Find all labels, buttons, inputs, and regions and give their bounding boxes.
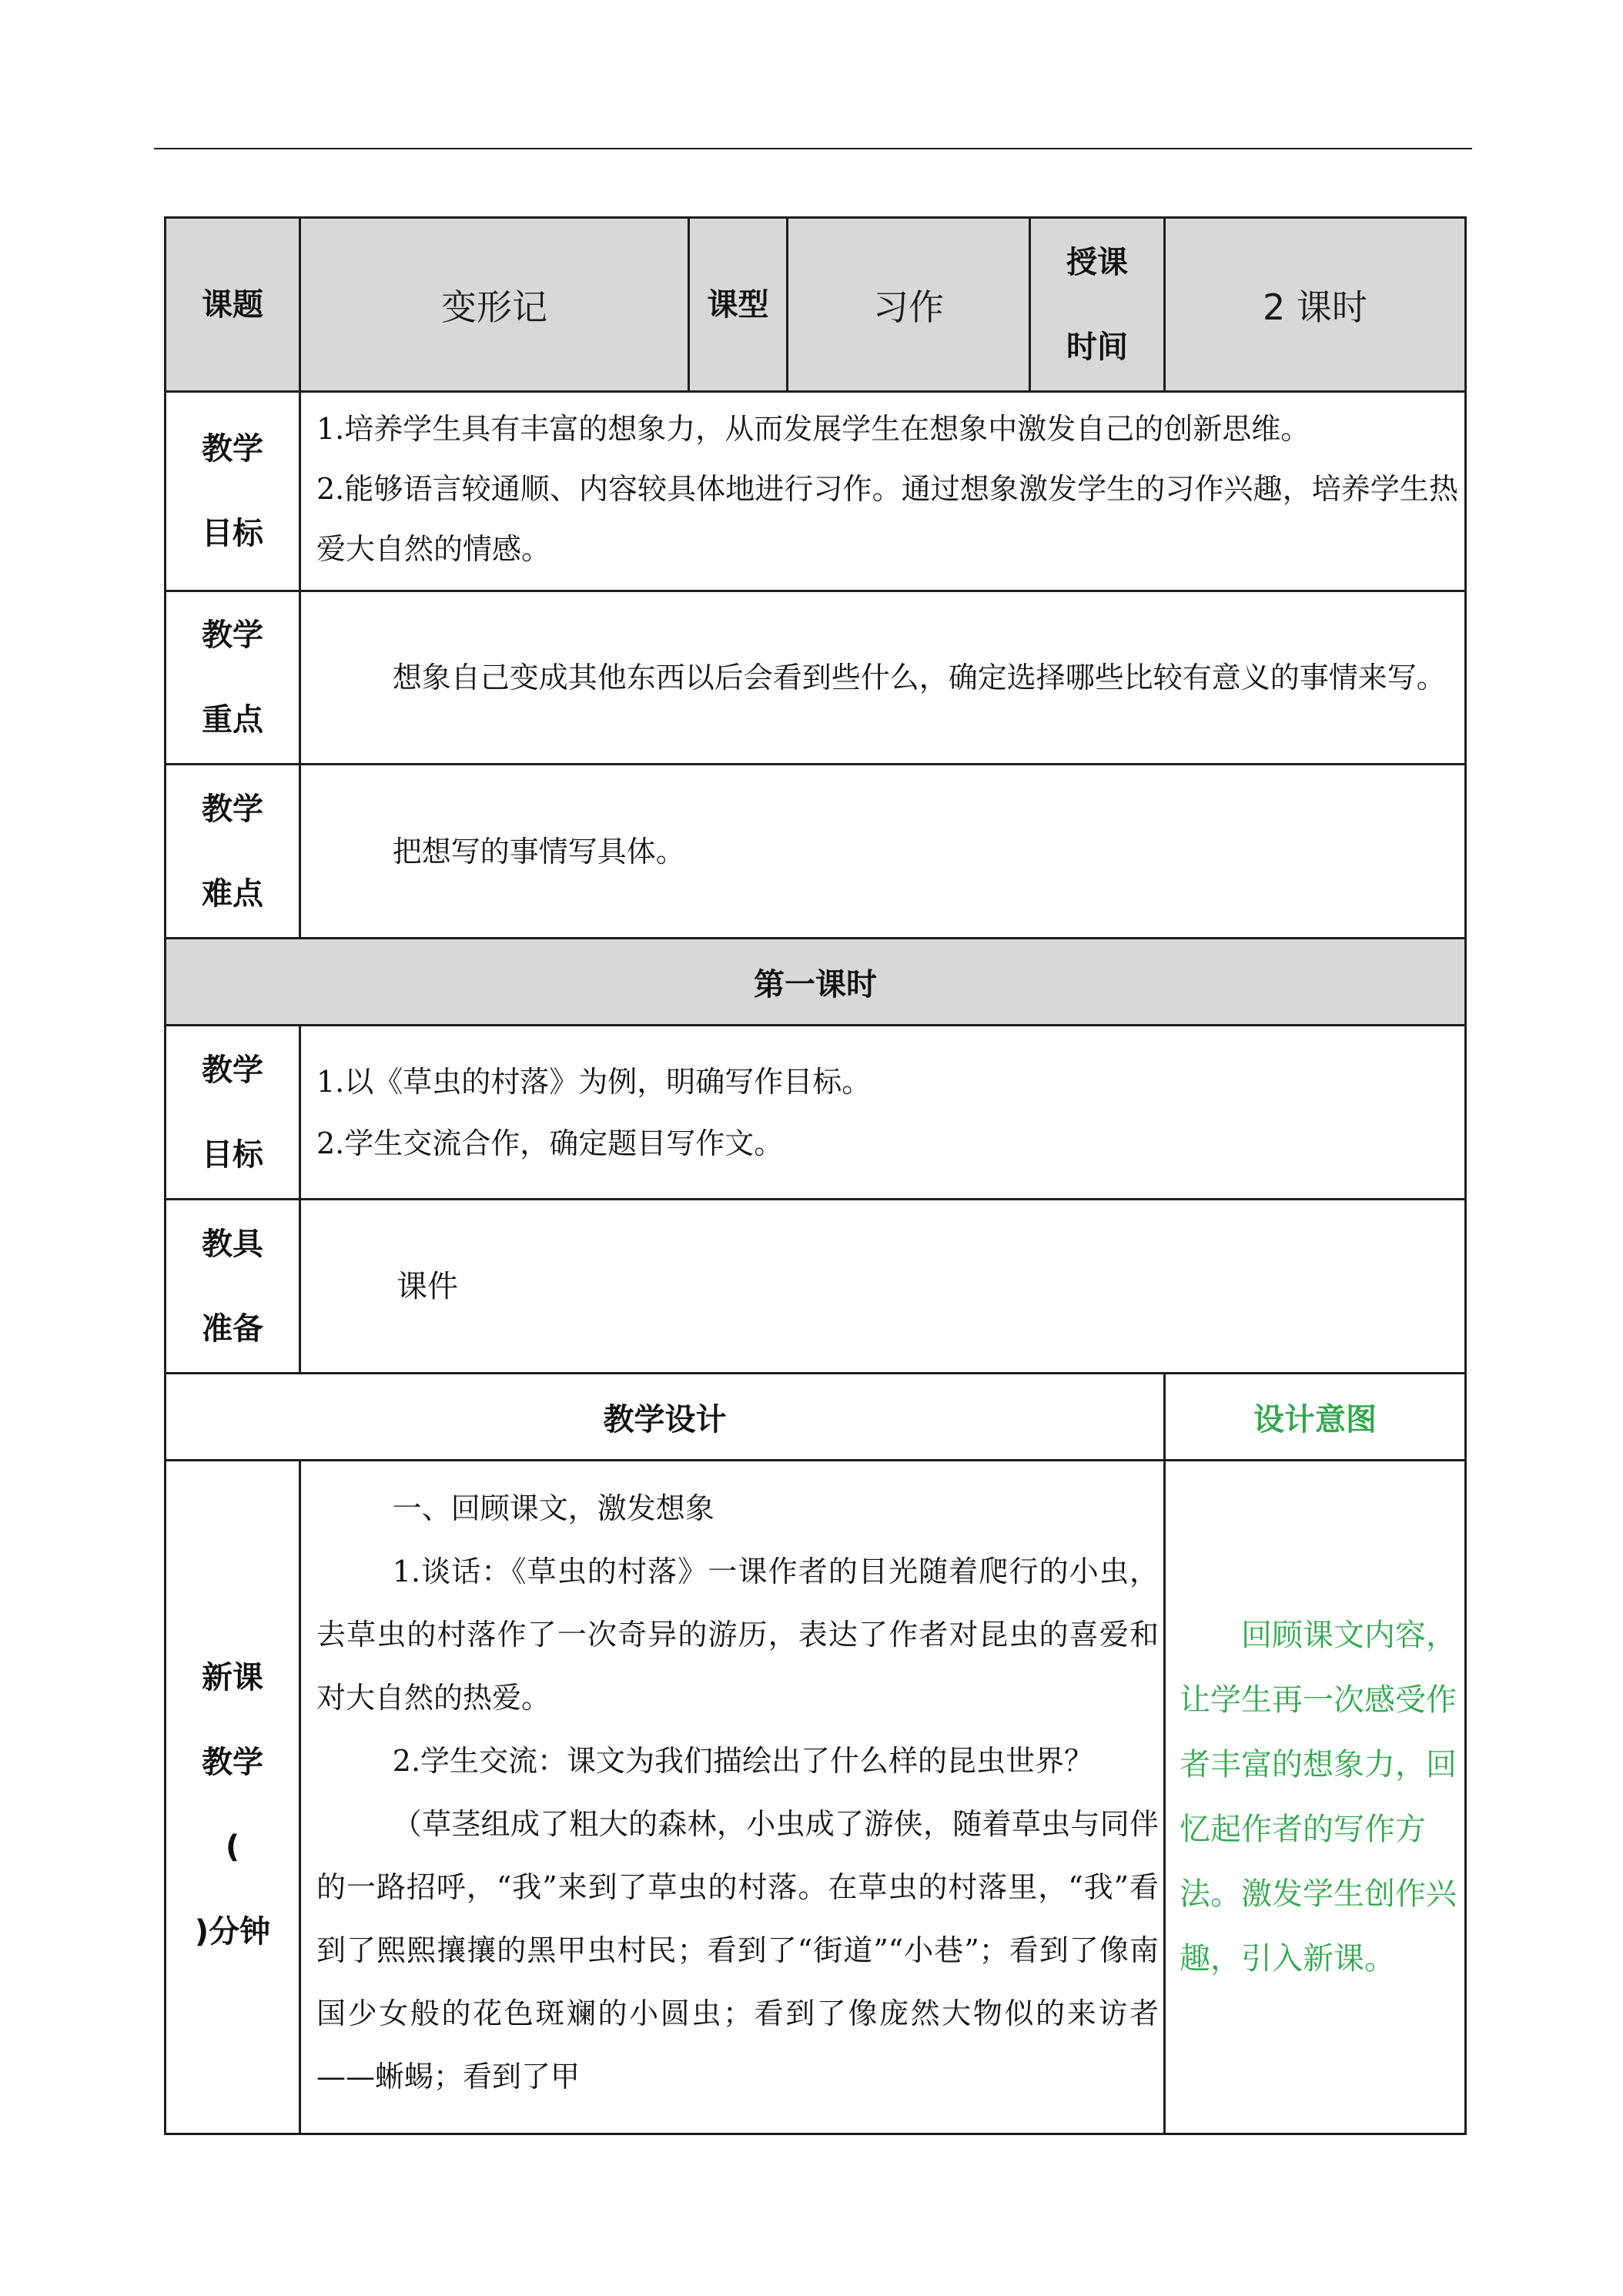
design-paragraph-4: （草茎组成了粗大的森林，小虫成了游侠，随着草虫与同伴的一路招呼，“我”来到了草虫的村落。在草虫的村落里，“我”看到了熙熙攘攘的黑甲虫村民；看到了“街道”“小巷”；看到了像南国少女般的花色斑斓的小圆虫；看到了像庞然大物似的来访者——蜥蜴；看到了甲 <box>316 1807 1159 2094</box>
subject-label: 课题 <box>166 218 300 392</box>
design-paragraph-3: 2.学生交流：课文为我们描绘出了什么样的昆虫世界？ <box>392 1744 1094 1778</box>
lesson-plan-table <box>164 216 1467 2135</box>
header-row <box>166 218 1466 392</box>
intent-text: 回顾课文内容，让学生再一次感受作者丰富的想象力，回忆起作者的写作方法。激发学生创作兴趣，引入新课。 <box>1180 1618 1457 1976</box>
tools-label-line1: 教具 <box>202 1226 263 1262</box>
subject-value: 变形记 <box>300 218 689 392</box>
period-goal-1: 1.以《草虫的村落》为例，明确写作目标。 <box>316 1064 872 1099</box>
new-lesson-label <box>166 1461 300 2134</box>
new-lesson-label-line2: 教学 <box>202 1745 263 1780</box>
key-point-row <box>166 591 1466 765</box>
difficulty-row <box>166 765 1466 939</box>
difficulty-label-line2: 难点 <box>202 875 263 912</box>
intent-content <box>1165 1461 1466 2134</box>
overall-goals-content <box>300 392 1466 591</box>
time-label <box>1030 218 1165 392</box>
intent-header: 设计意图 <box>1165 1374 1466 1461</box>
period-goals-label-line2: 目标 <box>202 1136 263 1173</box>
key-point-content <box>300 591 1466 765</box>
design-header-row <box>166 1374 1466 1461</box>
period-goal-2: 2.学生交流合作，确定题目写作文。 <box>316 1126 784 1160</box>
design-content-row <box>166 1461 1466 2134</box>
period-goals-content <box>300 1026 1466 1200</box>
difficulty-label <box>166 765 300 939</box>
tools-content <box>300 1200 1466 1374</box>
overall-goal-1: 1.培养学生具有丰富的想象力，从而发展学生在想象中激发自己的创新思维。 <box>316 412 1310 446</box>
design-content <box>300 1461 1165 2134</box>
new-lesson-label-line3: ( <box>225 1829 240 1865</box>
new-lesson-label-line4: )分钟 <box>194 1914 271 1950</box>
design-header: 教学设计 <box>166 1374 1165 1461</box>
design-paragraph-1: 一、回顾课文，激发想象 <box>392 1491 714 1525</box>
tools-label-line2: 准备 <box>202 1310 263 1347</box>
tools-text: 课件 <box>397 1268 458 1304</box>
design-paragraph-2: 1.谈话：《草虫的村落》一课作者的目光随着爬行的小虫，去草虫的村落作了一次奇异的游历，表达了作者对昆虫的喜爱和对大自然的热爱。 <box>316 1555 1159 1715</box>
period-header-row <box>166 939 1466 1026</box>
type-label: 课型 <box>689 218 788 392</box>
time-label-line1: 授课 <box>1066 244 1128 280</box>
page-header-rule <box>154 148 1472 149</box>
overall-goal-2: 2.能够语言较通顺、内容较具体地进行习作。通过想象激发学生的习作兴趣，培养学生热爱大自然的情感。 <box>316 472 1458 566</box>
tools-row <box>166 1200 1466 1374</box>
key-point-label-line1: 教学 <box>202 618 263 653</box>
time-value: 2 课时 <box>1165 218 1466 392</box>
difficulty-content <box>300 765 1466 939</box>
new-lesson-label-line1: 新课 <box>202 1660 263 1695</box>
key-point-text: 想象自己变成其他东西以后会看到些什么，确定选择哪些比较有意义的事情来写。 <box>392 661 1446 694</box>
tools-label <box>166 1200 300 1374</box>
period-goals-row <box>166 1026 1466 1200</box>
period-goals-label <box>166 1026 300 1200</box>
difficulty-text: 把想写的事情写具体。 <box>392 834 685 869</box>
overall-goals-label-line1: 教学 <box>202 431 263 467</box>
overall-goals-label <box>166 392 300 591</box>
period-goals-label-line1: 教学 <box>202 1052 263 1088</box>
overall-goals-label-line2: 目标 <box>202 516 263 551</box>
overall-goals-row <box>166 392 1466 591</box>
time-label-line2: 时间 <box>1066 329 1128 365</box>
difficulty-label-line1: 教学 <box>202 791 263 827</box>
period-title: 第一课时 <box>166 939 1466 1026</box>
type-value: 习作 <box>788 218 1030 392</box>
key-point-label <box>166 591 300 765</box>
key-point-label-line2: 重点 <box>202 702 263 738</box>
